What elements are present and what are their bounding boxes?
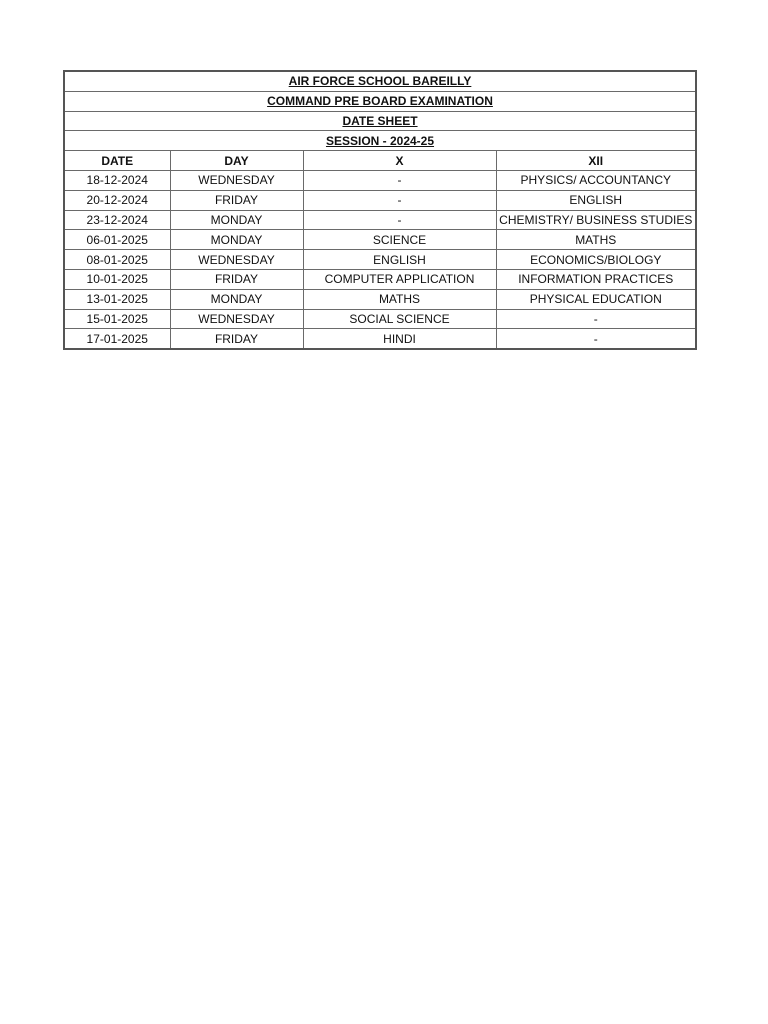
table-row	[64, 190, 696, 210]
title-row-sheet	[64, 111, 696, 131]
table-row	[64, 230, 696, 250]
cell-date: 18-12-2024	[64, 170, 170, 190]
cell-class-x: ENGLISH	[303, 250, 496, 270]
table-row	[64, 309, 696, 329]
cell-class-x: HINDI	[303, 329, 496, 349]
cell-class-xii: ENGLISH	[496, 190, 696, 210]
cell-date: 10-01-2025	[64, 269, 170, 289]
cell-class-xii: CHEMISTRY/ BUSINESS STUDIES	[496, 210, 696, 230]
cell-day: WEDNESDAY	[170, 170, 303, 190]
title-row-session	[64, 131, 696, 151]
cell-day: FRIDAY	[170, 269, 303, 289]
date-sheet-title: DATE SHEET	[64, 111, 696, 131]
school-name-title: AIR FORCE SCHOOL BAREILLY	[64, 71, 696, 91]
cell-day: FRIDAY	[170, 329, 303, 349]
cell-class-x: SOCIAL SCIENCE	[303, 309, 496, 329]
table-row	[64, 250, 696, 270]
header-date: DATE	[64, 151, 170, 171]
header-day: DAY	[170, 151, 303, 171]
header-class-xii: XII	[496, 151, 696, 171]
cell-class-xii: MATHS	[496, 230, 696, 250]
exam-name-title: COMMAND PRE BOARD EXAMINATION	[64, 91, 696, 111]
cell-class-x: -	[303, 210, 496, 230]
table-row	[64, 210, 696, 230]
cell-day: MONDAY	[170, 289, 303, 309]
cell-day: MONDAY	[170, 210, 303, 230]
cell-class-xii: -	[496, 309, 696, 329]
cell-day: WEDNESDAY	[170, 309, 303, 329]
cell-date: 08-01-2025	[64, 250, 170, 270]
table-row	[64, 289, 696, 309]
date-sheet-table	[63, 70, 697, 350]
title-row-exam	[64, 91, 696, 111]
cell-date: 13-01-2025	[64, 289, 170, 309]
cell-class-x: COMPUTER APPLICATION	[303, 269, 496, 289]
header-row	[64, 151, 696, 171]
title-row-school	[64, 71, 696, 91]
cell-class-x: -	[303, 190, 496, 210]
cell-class-xii: PHYSICAL EDUCATION	[496, 289, 696, 309]
cell-date: 15-01-2025	[64, 309, 170, 329]
cell-date: 20-12-2024	[64, 190, 170, 210]
cell-class-xii: PHYSICS/ ACCOUNTANCY	[496, 170, 696, 190]
cell-date: 17-01-2025	[64, 329, 170, 349]
cell-date: 23-12-2024	[64, 210, 170, 230]
cell-class-x: -	[303, 170, 496, 190]
cell-date: 06-01-2025	[64, 230, 170, 250]
cell-day: WEDNESDAY	[170, 250, 303, 270]
table-row	[64, 170, 696, 190]
header-class-x: X	[303, 151, 496, 171]
cell-day: FRIDAY	[170, 190, 303, 210]
cell-class-xii: ECONOMICS/BIOLOGY	[496, 250, 696, 270]
cell-class-xii: -	[496, 329, 696, 349]
table-row	[64, 329, 696, 349]
cell-class-xii: INFORMATION PRACTICES	[496, 269, 696, 289]
cell-class-x: SCIENCE	[303, 230, 496, 250]
cell-day: MONDAY	[170, 230, 303, 250]
session-title: SESSION - 2024-25	[64, 131, 696, 151]
cell-class-x: MATHS	[303, 289, 496, 309]
table-row	[64, 269, 696, 289]
